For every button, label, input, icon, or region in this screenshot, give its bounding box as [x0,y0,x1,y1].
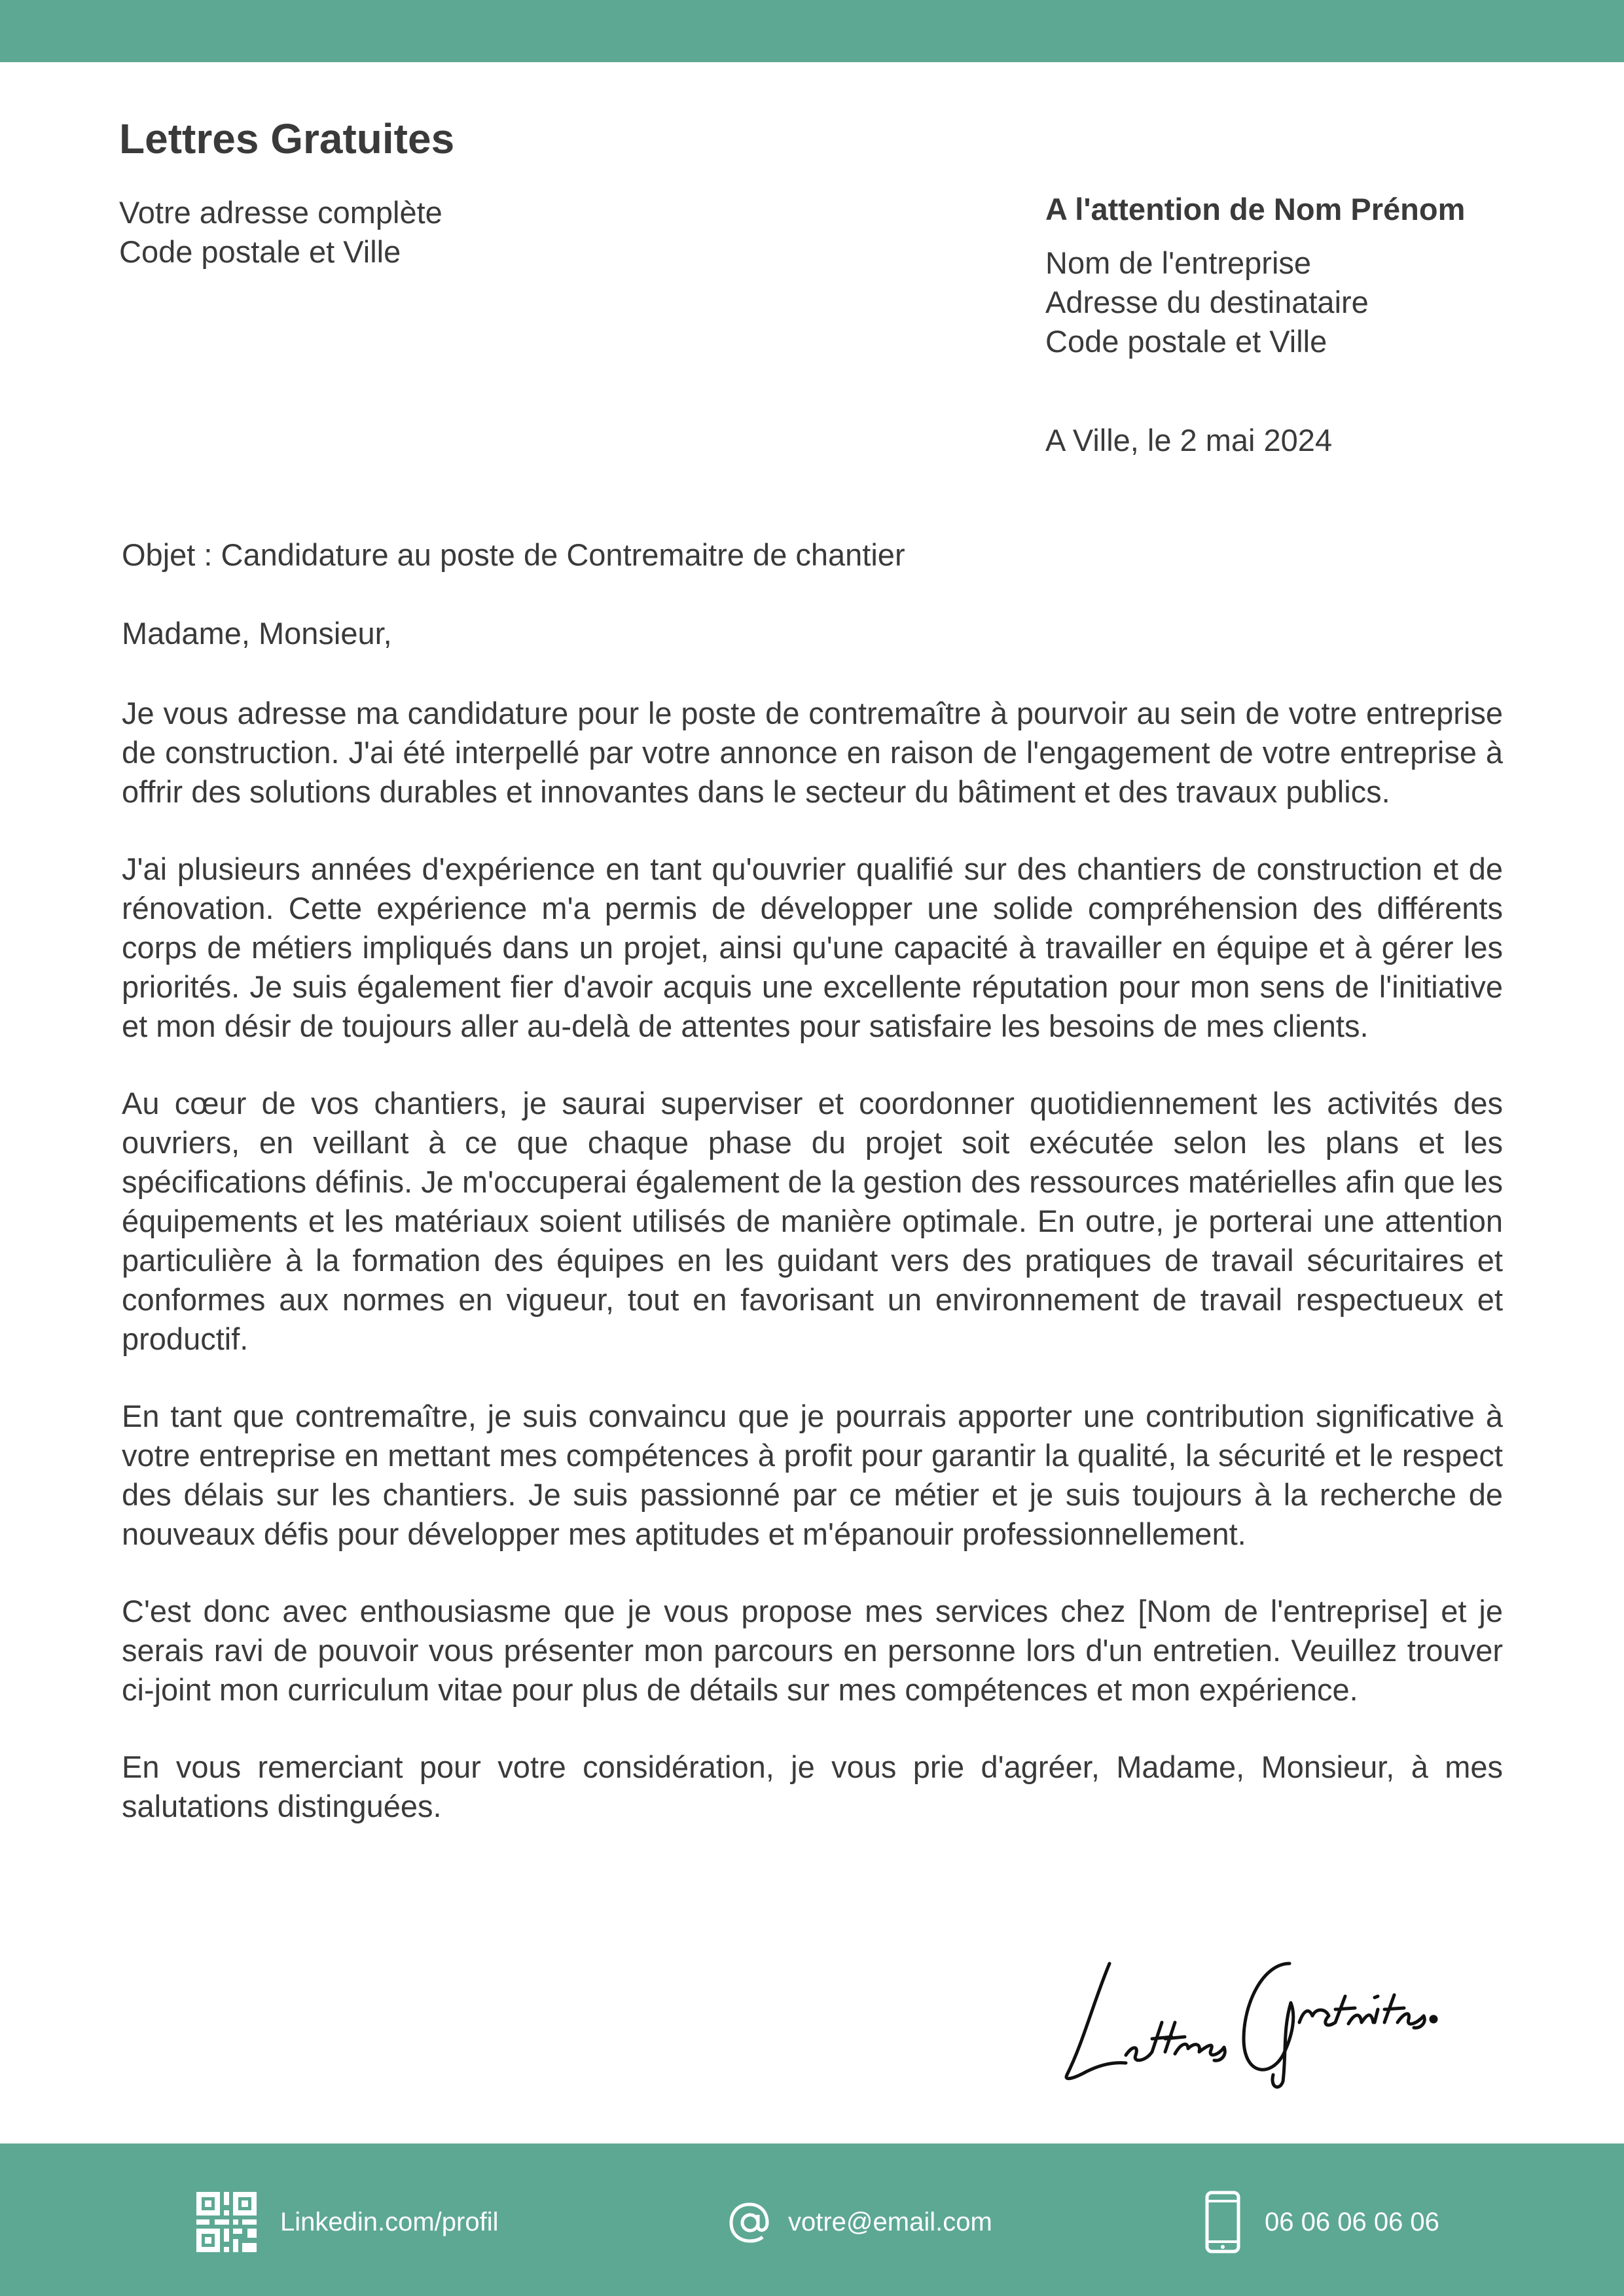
at-sign-icon [727,2199,772,2245]
recipient-attention: A l'attention de Nom Prénom [1045,192,1466,226]
sender-address-line1: Votre adresse complète [119,195,442,230]
recipient-city: Code postale et Ville [1045,324,1327,359]
recipient-company: Nom de l'entreprise [1045,245,1312,280]
linkedin-link[interactable]: Linkedin.com/profil [280,2207,499,2236]
qr-code-icon [196,2192,257,2252]
signature-drawing [1047,1924,1440,2094]
body-paragraph: Au cœur de vos chantiers, je saurai superviser et coordonner quotidiennement les activités des ouvriers, en veillant à ce que chaque phase du projet soit exécutée selon les plans et les spécifications définis. Je m'occuperai également de la gestion des ressources matérielles afin que les équipements et les matériaux soient utilisés de manière optimale. En outre, je porterai une attention particulière à la formation des équipes en les guidant vers des pratiques de travail sécuritaires et conformes aux normes en vigueur, tout en favorisant un environnement de travail respectueux et productif. [122,1086,1503,1356]
handwritten-signature [1047,1924,1440,2094]
header-bar [0,0,1624,62]
body-paragraph: En tant que contremaître, je suis convaincu que je pourrais apporter une contribution significative à votre entreprise en mettant mes compétences à profit pour garantir la qualité, la sécurité et le respect des délais sur les chantiers. Je suis passionné par ce métier et je suis toujours à la recherche de nouveaux défis pour développer mes aptitudes et m'épanouir professionnellement. [122,1399,1503,1551]
letter-date: A Ville, le 2 mai 2024 [1045,423,1333,457]
sender-address-line2: Code postale et Ville [119,234,401,269]
footer-bar [0,2144,1624,2296]
phone-number[interactable]: 06 06 06 06 06 [1265,2207,1439,2236]
footer-email[interactable] [727,2189,992,2255]
sender-address [119,193,442,272]
body-paragraph: Je vous adresse ma candidature pour le poste de contremaître à pourvoir au sein de votre entreprise de construction. J'ai été interpellé par votre annonce en raison de l'engagement de votre entreprise à offrir des solutions durables et innovantes dans le secteur du bâtiment et des travaux publics. [122,696,1503,809]
email-link[interactable]: votre@email.com [788,2207,992,2236]
phone-icon [1204,2191,1241,2253]
sender-name: Lettres Gratuites [119,115,455,162]
footer-phone[interactable] [1204,2189,1439,2255]
body-paragraph: J'ai plusieurs années d'expérience en tant qu'ouvrier qualifié sur des chantiers de construction et de rénovation. Cette expérience m'a permis de développer une solide compréhension des différents corps de métiers impliqués dans un projet, ainsi qu'une capacité à travailler en équipe et à gérer les priorités. Je suis également fier d'avoir acquis une excellente réputation pour mon sens de l'initiative et mon désir de toujours aller au-delà de attentes pour satisfaire les besoins de mes clients. [122,852,1503,1043]
letter-subject: Objet : Candidature au poste de Contremaitre de chantier [122,537,905,572]
footer-linkedin[interactable] [196,2189,499,2255]
recipient-block [1045,190,1465,361]
letter-salutation: Madame, Monsieur, [122,616,392,651]
body-paragraph: En vous remerciant pour votre considération, je vous prie d'agréer, Madame, Monsieur, à mes salutations distinguées. [122,1749,1503,1823]
recipient-address: Adresse du destinataire [1045,285,1369,319]
body-paragraph: C'est donc avec enthousiasme que je vous propose mes services chez [Nom de l'entreprise] et je serais ravi de pouvoir vous présenter mon parcours en personne lors d'un entretien. Veuillez trouver ci-joint mon curriculum vitae pour plus de détails sur mes compétences et mon expérience. [122,1594,1503,1707]
letter-body [122,694,1503,1864]
